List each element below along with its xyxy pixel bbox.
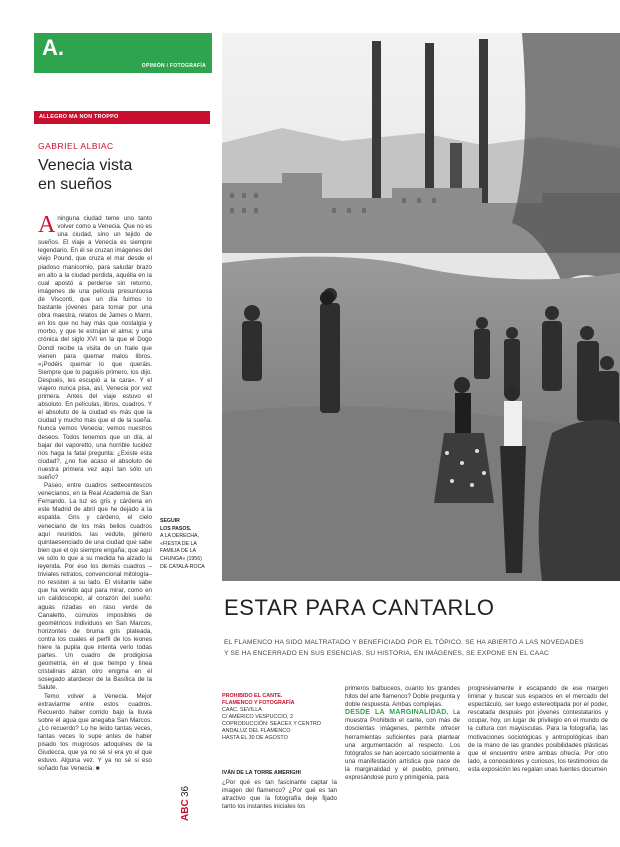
seated-group xyxy=(539,420,620,581)
standfirst-line-2: Y SE HA ENCERRADO EN SUS ESENCIAS. SU HISTORIA, EN IMÁGENES, SE EXPONE EN EL CAAC xyxy=(224,650,549,657)
standfirst-line-1: EL FLAMENCO HA SIDO MALTRATADO Y BENEFICIADO POR EL TÓPICO. SE HA ABIERTO A LAS NOVEDADES xyxy=(224,639,584,646)
info-line-5: HASTA EL 30 DE AGOSTO xyxy=(222,735,288,741)
exhibition-info xyxy=(222,693,337,742)
caption-head-2: LOS PASOS. xyxy=(160,525,192,532)
article-col-3: progresivamente ir escapando de ese margen liminar y buscar sus espacios en el mercado del espectáculo, ser luego estereotipada por el poder, rescatada después por jóvenes contestatarios y ocupar, hoy, un lugar de privilegio en el mundo de la cultura con mayúsculas. Para la fotografía, las motivaciones sociológicas y antropológicas iban de la mano de las grandes posibilidades plásticas que el encuentro entre ambas ofrecía. Por otro lado, a conocedores y curiosos, los testimonios de esta exposición les regalan unas fuentes documen xyxy=(468,685,608,773)
section-label: OPINIÓN / FOTOGRAFÍA xyxy=(141,63,206,69)
info-line-4: ANDALUZ DEL FLAMENCO xyxy=(222,728,291,734)
column-paragraph-2: Paseo, entre cuadros settecentescos venecianos, en la Real Academia de San Fernando. La luz es gris y cárdena en este Madrid de abril que he dejado a la espalda. Gris y cárdeno, el cielo veneciano de los más bellos cuadros aquí reunidos. las vedute, género quintaesenciado de una ciudad que sabe bien que el ojo siempre engaña; que aquí ve sólo lo que a su medida ha alzado la leyenda. Por eso los demás cuadros –triviales retratos, convencional mitología– no resisten a su lado. El visitante sabe que ha venido aquí para mirar, como en un calidoscopio, al corazón del sueño: aguas rizadas en raso verde de Canaletto, cúmulos imposibles de geométricos individuos en San Marcos, horizontes de bruma gris plateada, contra los cuales el perfil de los leones hiere la pupila que intenta verlo todas partes. Un cuadro de prodigiosa geometría, en el que tiempo y línea cristalinas alzan otro enigma en el sosegado atardecer de la Basílica de la Salute. xyxy=(38,482,152,692)
article-byline: IVÁN DE LA TORRE AMERIGHI xyxy=(222,770,301,776)
photo-caption xyxy=(160,518,218,571)
column-kicker-bar xyxy=(34,111,210,124)
caption-line-4: CHUNGA» (1956) xyxy=(160,555,202,562)
caption-line-2: «FIESTA DE LA xyxy=(160,540,197,547)
main-photograph xyxy=(222,33,620,581)
article-col-1: ¿Por qué es tan fascinante captar la imagen del flamenco? ¿Por qué es tan atractivo que la fotografía deje fijado tanto los instantes iniciales los xyxy=(222,779,337,811)
column-title-line-1: Venecia vista xyxy=(38,157,133,174)
column-paragraph-1-text: ninguna ciudad teme uno tanto volver como a Venecia. Que no es una ciudad, sino un tejido de sueños. El viaje a Venecia es siempre legendario. En él se cruzan imágenes del viejo Pound, que cruza el mar desde el piadoso manicomio, para saludar brazo en alto a la ciudad perdida, aquélla en la cual apostó a perderse sin retorno, imágenes de una película presuntuosa de Visconti, que un día fuimos lo bastante jóvenes para tomar por una obra maestra, relatos de James o Mann, en los que no hay más que nostalgia y morbo, y que te estrujan el alma; y una crónica del siglo XVI en la que el Dogo Dondi recibe la visita de un fraile que vienen para quemar malos libros. «¡Podéis quemar lo que queráis. Siempre que lo paguéis primero, los dijo. Después, les escupió a la cara». Y el viajero nunca pisa, así, Venecia por vez primera. Antes del viaje estuvo el absoluto. En películas, libros, cuadros. Y el absoluto de la ciudad es más que la ciudad y mucho más que el de la sueña. Nunca vemos Venecia; vemos nuestros deseos. Todos tenemos que un día, al bajar del vaporetto, una horrible lucidez nos haga la fatal pregunta: ¿Existe esta ciudad?, ¿no fue acaso el absoluto de nuestra primera vez aquí tan sólo un sueño? xyxy=(38,215,152,481)
column-title-line-2: en sueños xyxy=(38,176,112,193)
article-col-2a: primeros balbuceos, cuanto los grandes hitos del arte flamenco? Doble pregunta y doble respuesta. Ambas complejas. xyxy=(345,685,460,709)
chimney-2 xyxy=(425,43,434,213)
dropcap: A xyxy=(38,212,56,238)
info-line-1: CAAC. SEVILLA xyxy=(222,707,262,713)
column-paragraph-3: Temo volver a Venecia. Mejor extraviarme entre estos cuadros. Recuerdo haber corrido bajo la lluvia sobre el agua que anegaba San Marcos. ¿Lo recuerdo? Lo he leído tantas veces, tantas veces lo supe antes de haber pisado los mugrosos adoquines de la Giudecca, que ya no sé si era yo el que estuvo. Alguna vez. Y ya no sé si eso soñado fue Venecia. ■ xyxy=(38,692,152,773)
column-title xyxy=(38,156,208,194)
article-standfirst xyxy=(224,637,609,659)
article-col-2b: La muestra Prohibido el cante, con más de doscientas imágenes, permite ofrecer herramientas suficientes para plantear una argumentación al respecto. Los fotógrafos se han acercado socialmente a una manifestación artística que nace de la marginalidad y el pueblo, primero, expresándose puro y primigenia, para xyxy=(345,709,460,782)
section-letter: A. xyxy=(42,35,64,60)
column-kicker: ALLEGRO MA NON TROPPO xyxy=(39,114,119,120)
caption-line-5: DE CATALÀ-ROCA xyxy=(160,563,205,570)
column-body xyxy=(38,212,152,773)
chimney-1 xyxy=(372,41,381,206)
info-line-2: C/ AMÉRICO VESPUCCIO, 2 xyxy=(222,714,293,720)
page-footer xyxy=(178,767,192,823)
article-subhead: DESDE LA MARGINALIDAD. xyxy=(345,709,449,717)
caption-line-3: FAMILIA DE LA xyxy=(160,548,197,555)
standing-man xyxy=(320,291,334,305)
photo-illustration xyxy=(222,33,620,581)
caption-head-1: SEGUIR xyxy=(160,518,180,524)
article-title: ESTAR PARA CANTARLO xyxy=(224,595,495,620)
info-heading-2: FLAMENCO Y FOTOGRAFÍA xyxy=(222,700,295,706)
article-col-2 xyxy=(345,685,460,782)
info-line-3: COPRODUCCIÓN: SEACEX Y CENTRO xyxy=(222,721,321,727)
page-number: 36 xyxy=(180,785,191,797)
chimney-3 xyxy=(479,39,488,214)
column-author: GABRIEL ALBIAC xyxy=(38,141,114,151)
caption-line-1: A LA DERECHA, xyxy=(160,533,199,540)
info-heading-1: PROHIBIDO EL CANTE. xyxy=(222,693,283,699)
brand-logo: ABC xyxy=(180,799,191,821)
column-paragraph-1 xyxy=(38,212,152,482)
section-header xyxy=(34,33,212,73)
